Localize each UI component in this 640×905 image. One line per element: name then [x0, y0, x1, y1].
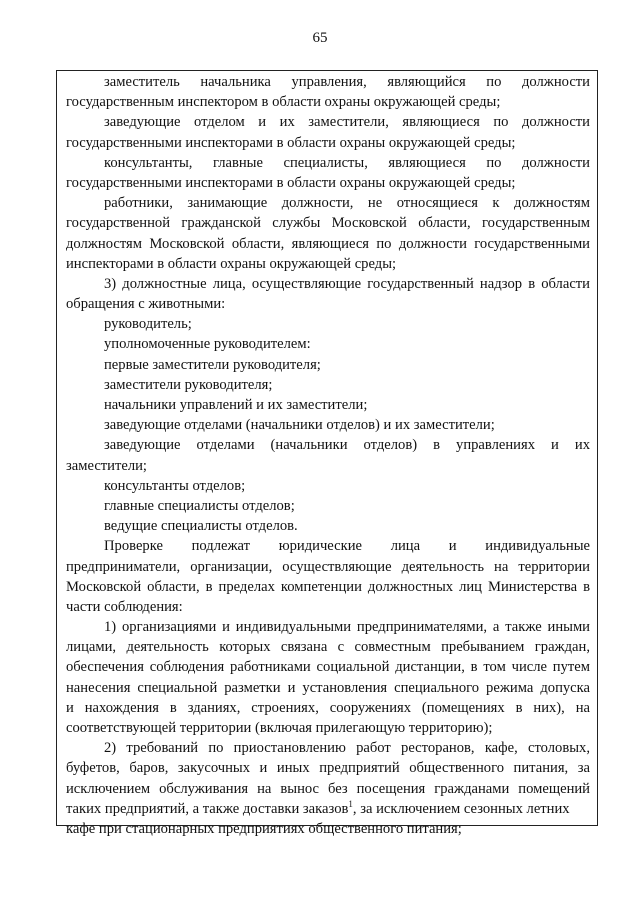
- text-line: уполномоченные руководителем:: [104, 336, 311, 353]
- text-line: заведующие отделами (начальники отделов) и их заместители;: [104, 417, 495, 434]
- text-line: консультанты, главные специалисты, являющиеся по должности: [104, 154, 590, 171]
- text-line: части соблюдения:: [66, 598, 183, 615]
- text-line: лицами, деятельность которых связана с совместным пребыванием граждан,: [66, 639, 590, 656]
- text-segment: таких предприятий, а также доставки заказов: [66, 800, 349, 817]
- text-line: Проверке подлежат юридические лица и индивидуальные: [104, 538, 590, 555]
- text-line: буфетов, баров, закусочных и иных предприятий общественного питания, за: [66, 760, 590, 777]
- text-line: государственными инспекторами в области охраны окружающей среды;: [66, 174, 516, 191]
- text-line: заведующие отделами (начальники отделов) в управлениях и их: [104, 437, 590, 454]
- text-line: нанесения специальной разметки и установления специального режима допуска: [66, 679, 590, 696]
- text-line: работники, занимающие должности, не относящиеся к должностям: [104, 195, 590, 212]
- text-line: соответствующей территории (включая прилегающую территорию);: [66, 720, 493, 736]
- text-line: исключением обслуживания на вынос без посещения гражданами помещений: [66, 780, 590, 797]
- text-line: ведущие специалисты отделов.: [104, 518, 298, 535]
- text-line: начальники управлений и их заместители;: [104, 397, 368, 413]
- text-line: инспекторами в области охраны окружающей среды;: [66, 255, 397, 272]
- text-line: заместитель начальника управления, являющийся по должности: [104, 74, 590, 90]
- footnote-mark: 1: [348, 798, 353, 809]
- text-line: и нахождения в зданиях, строениях, сооружениях (помещениях в них), на: [66, 699, 590, 716]
- text-line-with-footnote: [66, 799, 590, 819]
- text-segment: , за исключением сезонных летних: [352, 800, 570, 817]
- text-line: предприниматели, организации, осуществляющие деятельность на территории: [66, 558, 590, 575]
- text-line: Московской области, в пределах компетенции должностных лиц Министерства в: [66, 578, 590, 595]
- text-line: руководитель;: [104, 316, 192, 333]
- text-line: заведующие отделом и их заместители, являющиеся по должности: [104, 114, 590, 131]
- text-line: главные специалисты отделов;: [104, 497, 295, 514]
- document-body: [66, 72, 590, 839]
- text-line: обращения с животными:: [66, 296, 226, 313]
- text-line: консультанты отделов;: [104, 477, 246, 494]
- text-line: 1) организациями и индивидуальными предпринимателями, а также иными: [104, 619, 590, 636]
- page-number: 65: [312, 30, 328, 46]
- text-line: первые заместители руководителя;: [104, 356, 321, 373]
- text-line: государственной гражданской службы Московской области, государственным: [66, 215, 590, 232]
- text-line: заместители руководителя;: [104, 376, 273, 393]
- text-line: кафе при стационарных предприятиях общественного питания;: [66, 820, 462, 837]
- text-line: 3) должностные лица, осуществляющие государственный надзор в области: [104, 275, 590, 292]
- text-line: государственным инспектором в области охраны окружающей среды;: [66, 94, 501, 111]
- text-line: обеспечения соблюдения работниками социальной дистанции, в том числе путем: [66, 659, 590, 676]
- text-line: государственными инспекторами в области охраны окружающей среды;: [66, 134, 516, 151]
- text-line: 2) требований по приостановлению работ ресторанов, кафе, столовых,: [104, 740, 590, 757]
- text-line: должностям Московской области, являющиеся по должности государственными: [66, 235, 590, 252]
- text-line: заместители;: [66, 457, 147, 474]
